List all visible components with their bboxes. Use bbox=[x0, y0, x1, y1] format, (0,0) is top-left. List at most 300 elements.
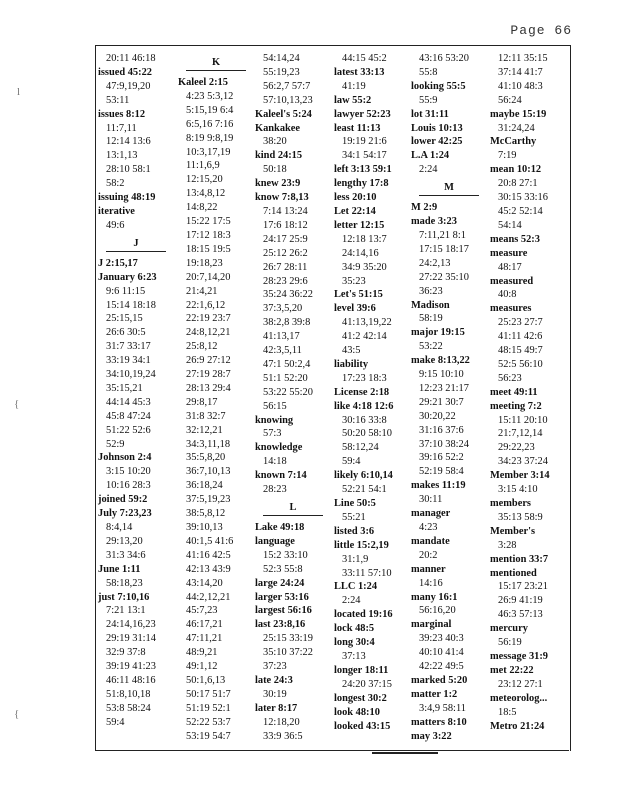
index-term: may 3:22 bbox=[411, 730, 452, 742]
index-term: McCarthy bbox=[490, 136, 537, 148]
index-term: lawyer 52:23 bbox=[334, 108, 391, 120]
index-reference: 2:24 bbox=[419, 164, 438, 176]
index-term: L.A 1:24 bbox=[411, 150, 450, 162]
index-term: measures bbox=[490, 303, 532, 315]
index-reference: 39:23 40:3 bbox=[419, 633, 464, 645]
index-term: Metro 21:24 bbox=[490, 720, 545, 732]
index-reference: 12:14 13:6 bbox=[106, 136, 151, 148]
index-term: least 11:13 bbox=[334, 122, 381, 134]
index-term: iterative bbox=[98, 205, 135, 217]
index-reference: 39:10,13 bbox=[186, 522, 223, 533]
index-term: Line 50:5 bbox=[334, 498, 376, 509]
index-reference: 37:10 38:24 bbox=[419, 438, 469, 450]
index-reference: 44:14 45:3 bbox=[106, 396, 151, 408]
index-reference: 33:11 57:10 bbox=[342, 567, 392, 579]
index-term: Louis 10:13 bbox=[411, 122, 463, 134]
index-reference: 43:16 53:20 bbox=[419, 53, 469, 64]
index-reference: 30:19 bbox=[263, 688, 287, 700]
index-reference: 54:14 bbox=[498, 219, 522, 231]
index-term: Member's bbox=[490, 525, 536, 537]
index-reference: 33:19 34:1 bbox=[106, 355, 151, 367]
index-reference: 53:11 bbox=[106, 94, 130, 106]
index-reference: 12:18 13:7 bbox=[342, 233, 387, 245]
index-term: M 2:9 bbox=[411, 202, 438, 214]
index-term: issues 8:12 bbox=[98, 108, 146, 120]
index-term: lengthy 17:8 bbox=[334, 178, 389, 190]
index-reference: 44:2,12,21 bbox=[186, 591, 231, 603]
index-reference: 42:22 49:5 bbox=[419, 661, 464, 673]
index-column-6 bbox=[490, 52, 566, 733]
index-reference: 37:14 41:7 bbox=[498, 66, 543, 78]
index-reference: 24:2,13 bbox=[419, 257, 451, 269]
index-term: larger 53:16 bbox=[255, 591, 309, 603]
index-reference: 7:19 bbox=[498, 150, 517, 162]
index-reference: 25:12 26:2 bbox=[263, 247, 308, 259]
index-term: knew 23:9 bbox=[255, 178, 301, 190]
index-reference: 41:19 bbox=[342, 80, 366, 92]
index-reference: 41:11 42:6 bbox=[498, 331, 543, 343]
index-reference: 50:20 58:10 bbox=[342, 428, 392, 440]
index-term: liability bbox=[334, 358, 369, 370]
index-reference: 37:23 bbox=[263, 661, 287, 673]
index-reference: 58:19 bbox=[419, 313, 443, 325]
index-reference: 29:19 31:14 bbox=[106, 633, 156, 645]
index-reference: 25:8,12 bbox=[186, 341, 218, 353]
index-reference: 8:4,14 bbox=[106, 522, 133, 533]
index-reference: 37:13 bbox=[342, 650, 366, 662]
index-reference: 49:6 bbox=[106, 219, 125, 231]
page-number: Page 66 bbox=[510, 23, 572, 38]
index-term: joined 59:2 bbox=[98, 494, 148, 506]
index-reference: 47:1 50:2,4 bbox=[263, 358, 311, 370]
index-reference: 24:8,12,21 bbox=[186, 327, 231, 339]
index-reference: 55:19,23 bbox=[263, 66, 300, 78]
index-reference: 14:8,22 bbox=[186, 202, 218, 214]
index-term: made 3:23 bbox=[411, 216, 457, 228]
index-reference: 20:2 bbox=[419, 549, 438, 561]
index-term: little 15:2,19 bbox=[334, 539, 389, 551]
index-reference: 54:14,24 bbox=[263, 53, 300, 64]
index-term: letter 12:15 bbox=[334, 219, 385, 231]
index-term: longest 30:2 bbox=[334, 692, 387, 704]
index-reference: 56:23 bbox=[498, 372, 522, 384]
index-reference: 17:23 18:3 bbox=[342, 372, 387, 384]
index-term: last 23:8,16 bbox=[255, 619, 306, 631]
index-reference: 30:11 bbox=[419, 494, 443, 506]
index-reference: 37:3,5,20 bbox=[263, 303, 303, 315]
index-reference: 31:3 34:6 bbox=[106, 549, 146, 561]
index-reference: 3:28 bbox=[498, 539, 517, 551]
index-reference: 52:19 58:4 bbox=[419, 466, 464, 478]
index-reference: 56:2,7 57:7 bbox=[263, 80, 311, 92]
index-reference: 53:8 58:24 bbox=[106, 702, 151, 714]
index-reference: 45:2 52:14 bbox=[498, 205, 543, 217]
index-reference: 2:24 bbox=[342, 595, 361, 607]
index-reference: 49:1,12 bbox=[186, 661, 218, 673]
index-reference: 4:23 bbox=[419, 522, 438, 533]
index-term: marginal bbox=[411, 619, 452, 631]
index-reference: 26:9 41:19 bbox=[498, 595, 543, 607]
index-reference: 19:19 21:6 bbox=[342, 136, 387, 148]
index-reference: 38:2,8 39:8 bbox=[263, 317, 311, 329]
index-term: listed 3:6 bbox=[334, 525, 375, 537]
index-reference: 50:18 bbox=[263, 164, 287, 176]
index-reference: 23:12 27:1 bbox=[498, 678, 543, 690]
index-reference: 29:13,20 bbox=[106, 535, 143, 547]
index-reference: 40:1,5 41:6 bbox=[186, 535, 234, 547]
index-reference: 31:24,24 bbox=[498, 122, 535, 134]
index-reference: 56:15 bbox=[263, 400, 287, 412]
index-reference: 26:7 28:11 bbox=[263, 261, 308, 273]
index-reference: 52:21 54:1 bbox=[342, 484, 387, 496]
index-reference: 50:17 51:7 bbox=[186, 688, 231, 700]
index-reference: 7:21 13:1 bbox=[106, 605, 146, 617]
index-reference: 32:9 37:8 bbox=[106, 647, 146, 659]
index-reference: 27:19 28:7 bbox=[186, 369, 231, 381]
index-reference: 28:23 bbox=[263, 484, 287, 496]
index-term: manager bbox=[411, 508, 451, 520]
index-term: measured bbox=[490, 275, 534, 287]
index-column-5 bbox=[411, 52, 487, 744]
index-term: look 48:10 bbox=[334, 706, 380, 718]
index-reference: 30:20,22 bbox=[419, 410, 456, 422]
index-reference: 53:19 54:7 bbox=[186, 730, 231, 742]
letter-heading: L bbox=[263, 501, 323, 516]
index-term: kind 24:15 bbox=[255, 150, 303, 162]
index-reference: 45:7,23 bbox=[186, 605, 218, 617]
index-reference: 46:11 48:16 bbox=[106, 674, 156, 686]
index-term: June 1:11 bbox=[98, 563, 141, 575]
index-reference: 5:15,19 6:4 bbox=[186, 104, 234, 116]
index-reference: 55:21 bbox=[342, 511, 366, 523]
index-reference: 15:22 17:5 bbox=[186, 216, 231, 228]
index-term: lock 48:5 bbox=[334, 623, 375, 635]
index-reference: 32:12,21 bbox=[186, 424, 223, 436]
index-reference: 18:15 19:5 bbox=[186, 243, 231, 255]
index-term: longer 18:11 bbox=[334, 664, 389, 676]
index-column-4 bbox=[334, 52, 410, 733]
index-term: mean 10:12 bbox=[490, 164, 542, 176]
index-term: July 7:23,23 bbox=[98, 508, 152, 520]
index-term: means 52:3 bbox=[490, 233, 540, 245]
index-reference: 29:22,23 bbox=[498, 442, 535, 454]
index-term: less 20:10 bbox=[334, 192, 377, 204]
index-reference: 22:1,6,12 bbox=[186, 299, 226, 311]
index-term: issued 45:22 bbox=[98, 66, 152, 78]
index-term: manner bbox=[411, 563, 446, 575]
index-term: major 19:15 bbox=[411, 327, 465, 339]
index-reference: 43:14,20 bbox=[186, 577, 223, 589]
index-reference: 34:23 37:24 bbox=[498, 456, 548, 468]
index-reference: 24:14,16 bbox=[342, 247, 379, 259]
index-reference: 6:5,16 7:16 bbox=[186, 118, 234, 130]
index-term: January 6:23 bbox=[98, 271, 157, 283]
index-reference: 56:24 bbox=[498, 94, 522, 106]
index-term: many 16:1 bbox=[411, 591, 458, 603]
index-reference: 53:22 bbox=[419, 341, 443, 353]
index-term: knowledge bbox=[255, 442, 303, 454]
index-reference: 55:8 bbox=[419, 66, 438, 78]
index-reference: 34:1 54:17 bbox=[342, 150, 387, 162]
index-term: mandate bbox=[411, 535, 450, 547]
index-term: makes 11:19 bbox=[411, 480, 466, 492]
index-column-3 bbox=[255, 52, 331, 744]
index-reference: 10:16 28:3 bbox=[106, 480, 151, 492]
index-term: message 31:9 bbox=[490, 650, 549, 662]
index-reference: 34:10,19,24 bbox=[106, 369, 156, 381]
index-reference: 51:19 52:1 bbox=[186, 702, 231, 714]
index-reference: 40:10 41:4 bbox=[419, 647, 464, 659]
index-reference: 8:19 9:8,19 bbox=[186, 132, 234, 144]
index-reference: 47:11,21 bbox=[186, 633, 223, 645]
index-reference: 11:1,6,9 bbox=[186, 160, 220, 172]
index-term: Member 3:14 bbox=[490, 470, 550, 482]
index-reference: 52:22 53:7 bbox=[186, 716, 231, 728]
index-reference: 55:9 bbox=[419, 94, 438, 106]
index-reference: 39:19 41:23 bbox=[106, 661, 156, 673]
index-reference: 10:3,17,19 bbox=[186, 146, 231, 158]
index-term: meeting 7:2 bbox=[490, 400, 542, 412]
index-term: License 2:18 bbox=[334, 386, 390, 398]
index-reference: 12:11 35:15 bbox=[498, 53, 548, 64]
margin-mark: { bbox=[14, 398, 20, 410]
index-reference: 21:7,12,14 bbox=[498, 428, 543, 440]
index-reference: 42:13 43:9 bbox=[186, 563, 231, 575]
index-reference: 15:2 33:10 bbox=[263, 549, 308, 561]
index-reference: 14:18 bbox=[263, 456, 287, 468]
index-reference: 22:19 23:7 bbox=[186, 313, 231, 325]
index-reference: 45:8 47:24 bbox=[106, 410, 151, 422]
index-term: Kaleel's 5:24 bbox=[255, 108, 312, 120]
index-reference: 31:7 33:17 bbox=[106, 341, 151, 353]
index-reference: 18:5 bbox=[498, 706, 517, 718]
index-reference: 9:6 11:15 bbox=[106, 285, 146, 297]
index-reference: 51:22 52:6 bbox=[106, 424, 151, 436]
index-reference: 50:1,6,13 bbox=[186, 674, 226, 686]
index-reference: 41:13,17 bbox=[263, 331, 300, 343]
index-reference: 51:1 52:20 bbox=[263, 372, 308, 384]
index-term: make 8:13,22 bbox=[411, 355, 470, 367]
index-reference: 17:12 18:3 bbox=[186, 229, 231, 241]
index-reference: 41:10 48:3 bbox=[498, 80, 543, 92]
index-reference: 35:24 36:22 bbox=[263, 289, 313, 301]
index-column-1 bbox=[98, 52, 174, 730]
index-reference: 56:16,20 bbox=[419, 605, 456, 617]
index-term: level 39:6 bbox=[334, 303, 376, 315]
index-term: LLC 1:24 bbox=[334, 581, 378, 593]
index-term: later 8:17 bbox=[255, 702, 298, 714]
index-reference: 15:17 23:21 bbox=[498, 581, 548, 593]
index-term: large 24:24 bbox=[255, 577, 305, 589]
index-term: knowing bbox=[255, 414, 294, 426]
index-reference: 13:4,8,12 bbox=[186, 188, 226, 200]
index-term: left 3:13 59:1 bbox=[334, 164, 392, 176]
letter-heading: M bbox=[419, 181, 479, 196]
margin-mark: { bbox=[14, 708, 20, 720]
index-reference: 35:15,21 bbox=[106, 382, 143, 394]
index-term: lower 42:25 bbox=[411, 136, 463, 148]
index-reference: 35:13 58:9 bbox=[498, 511, 543, 523]
index-reference: 3:4,9 58:11 bbox=[419, 702, 466, 714]
index-term: language bbox=[255, 535, 295, 547]
index-term: like 4:18 12:6 bbox=[334, 400, 394, 412]
index-reference: 27:22 35:10 bbox=[419, 271, 469, 283]
index-reference: 26:9 27:12 bbox=[186, 355, 231, 367]
index-reference: 51:8,10,18 bbox=[106, 688, 151, 700]
index-reference: 35:10 37:22 bbox=[263, 647, 313, 659]
index-term: matter 1:2 bbox=[411, 688, 458, 700]
index-reference: 7:14 13:24 bbox=[263, 205, 308, 217]
index-reference: 29:8,17 bbox=[186, 396, 218, 408]
index-reference: 15:11 20:10 bbox=[498, 414, 548, 426]
index-reference: 41:13,19,22 bbox=[342, 317, 392, 329]
index-term: lot 31:11 bbox=[411, 108, 449, 120]
index-term: met 22:22 bbox=[490, 664, 534, 676]
index-reference: 57:3 bbox=[263, 428, 282, 440]
index-reference: 41:16 42:5 bbox=[186, 549, 231, 561]
index-reference: 12:15,20 bbox=[186, 174, 223, 186]
index-reference: 44:15 45:2 bbox=[342, 53, 387, 64]
index-term: marked 5:20 bbox=[411, 674, 468, 686]
index-reference: 58:12,24 bbox=[342, 442, 379, 454]
index-reference: 19:18,23 bbox=[186, 257, 223, 269]
index-reference: 43:5 bbox=[342, 345, 361, 357]
index-reference: 56:19 bbox=[498, 637, 522, 649]
index-reference: 28:10 58:1 bbox=[106, 164, 151, 176]
index-reference: 25:15,15 bbox=[106, 313, 143, 325]
index-reference: 38:5,8,12 bbox=[186, 508, 226, 520]
index-reference: 13:1,13 bbox=[106, 150, 138, 162]
index-reference: 48:9,21 bbox=[186, 647, 218, 659]
index-term: Let 22:14 bbox=[334, 205, 376, 217]
index-reference: 40:8 bbox=[498, 289, 517, 301]
index-reference: 53:22 55:20 bbox=[263, 386, 313, 398]
index-reference: 3:15 10:20 bbox=[106, 466, 151, 478]
index-reference: 46:17,21 bbox=[186, 619, 223, 631]
index-term: mention 33:7 bbox=[490, 553, 549, 565]
index-reference: 36:18,24 bbox=[186, 480, 223, 492]
index-reference: 34:9 35:20 bbox=[342, 261, 387, 273]
letter-heading: K bbox=[186, 56, 246, 71]
index-reference: 30:16 33:8 bbox=[342, 414, 387, 426]
index-reference: 21:4,21 bbox=[186, 285, 218, 297]
index-term: J 2:15,17 bbox=[98, 257, 138, 269]
index-reference: 38:20 bbox=[263, 136, 287, 148]
index-term: matters 8:10 bbox=[411, 716, 467, 728]
index-term: mentioned bbox=[490, 567, 537, 579]
index-reference: 37:5,19,23 bbox=[186, 494, 231, 506]
index-reference: 36:23 bbox=[419, 285, 443, 297]
index-reference: 57:10,13,23 bbox=[263, 94, 313, 106]
index-reference: 48:17 bbox=[498, 261, 522, 273]
index-reference: 31:1,9 bbox=[342, 553, 369, 565]
index-term: latest 33:13 bbox=[334, 66, 385, 78]
index-reference: 25:23 27:7 bbox=[498, 317, 543, 329]
index-reference: 17:15 18:17 bbox=[419, 243, 469, 255]
index-term: long 30:4 bbox=[334, 637, 375, 649]
index-reference: 26:6 30:5 bbox=[106, 327, 146, 339]
index-reference: 24:20 37:15 bbox=[342, 678, 392, 690]
margin-mark: l bbox=[17, 86, 21, 98]
index-column-2 bbox=[178, 52, 254, 744]
index-term: just 7:10,16 bbox=[98, 591, 150, 603]
index-reference: 3:15 4:10 bbox=[498, 484, 538, 496]
index-reference: 52:9 bbox=[106, 438, 125, 450]
index-term: Kankakee bbox=[255, 122, 301, 134]
index-reference: 41:2 42:14 bbox=[342, 331, 387, 343]
index-reference: 28:13 29:4 bbox=[186, 382, 231, 394]
index-reference: 47:9,19,20 bbox=[106, 80, 151, 92]
index-reference: 52:3 55:8 bbox=[263, 563, 303, 575]
index-reference: 59:4 bbox=[342, 456, 361, 468]
index-reference: 11:7,11 bbox=[106, 122, 137, 134]
index-reference: 31:8 32:7 bbox=[186, 410, 226, 422]
index-reference: 35:5,8,20 bbox=[186, 452, 226, 464]
index-term: Kaleel 2:15 bbox=[178, 77, 228, 88]
index-term: looking 55:5 bbox=[411, 80, 466, 92]
index-term: Lake 49:18 bbox=[255, 522, 305, 533]
index-reference: 7:11,21 8:1 bbox=[419, 229, 466, 241]
index-reference: 33:9 36:5 bbox=[263, 730, 303, 742]
index-reference: 59:4 bbox=[106, 716, 125, 728]
index-reference: 42:3,5,11 bbox=[263, 345, 302, 357]
index-reference: 35:23 bbox=[342, 275, 366, 287]
index-reference: 14:16 bbox=[419, 577, 443, 589]
index-reference: 24:14,16,23 bbox=[106, 619, 156, 631]
index-reference: 31:16 37:6 bbox=[419, 424, 464, 436]
index-term: located 19:16 bbox=[334, 609, 393, 621]
index-reference: 24:17 25:9 bbox=[263, 233, 308, 245]
index-term: looked 43:15 bbox=[334, 720, 391, 732]
index-term: measure bbox=[490, 247, 528, 259]
index-term: known 7:14 bbox=[255, 470, 307, 482]
index-reference: 48:15 49:7 bbox=[498, 345, 543, 357]
index-term: law 55:2 bbox=[334, 94, 372, 106]
index-reference: 58:2 bbox=[106, 178, 125, 190]
index-reference: 29:21 30:7 bbox=[419, 396, 464, 408]
index-reference: 30:15 33:16 bbox=[498, 192, 548, 204]
index-reference: 28:23 29:6 bbox=[263, 275, 308, 287]
index-reference: 39:16 52:2 bbox=[419, 452, 464, 464]
index-term: maybe 15:19 bbox=[490, 108, 547, 120]
index-term: meteorolog... bbox=[490, 692, 548, 704]
index-reference: 25:15 33:19 bbox=[263, 633, 313, 645]
index-reference: 52:5 56:10 bbox=[498, 358, 543, 370]
frame-bottom-rule bbox=[95, 750, 569, 751]
index-reference: 20:8 27:1 bbox=[498, 178, 538, 190]
index-reference: 4:23 5:3,12 bbox=[186, 90, 234, 102]
index-reference: 15:14 18:18 bbox=[106, 299, 156, 311]
index-term: meet 49:11 bbox=[490, 386, 538, 398]
index-reference: 46:3 57:13 bbox=[498, 609, 543, 621]
index-term: issuing 48:19 bbox=[98, 192, 156, 204]
index-term: late 24:3 bbox=[255, 674, 293, 686]
index-term: know 7:8,13 bbox=[255, 192, 309, 204]
index-reference: 12:23 21:17 bbox=[419, 382, 469, 394]
letter-heading: J bbox=[106, 237, 166, 252]
index-term: largest 56:16 bbox=[255, 605, 312, 617]
index-reference: 34:3,11,18 bbox=[186, 438, 231, 450]
index-term: mercury bbox=[490, 623, 528, 635]
index-reference: 12:18,20 bbox=[263, 716, 300, 728]
index-term: likely 6:10,14 bbox=[334, 470, 393, 482]
index-reference: 9:15 10:10 bbox=[419, 369, 464, 381]
index-term: members bbox=[490, 498, 531, 509]
index-reference: 58:18,23 bbox=[106, 577, 143, 589]
index-reference: 36:7,10,13 bbox=[186, 466, 231, 478]
index-term: Let's 51:15 bbox=[334, 289, 383, 301]
index-term: Johnson 2:4 bbox=[98, 452, 152, 464]
